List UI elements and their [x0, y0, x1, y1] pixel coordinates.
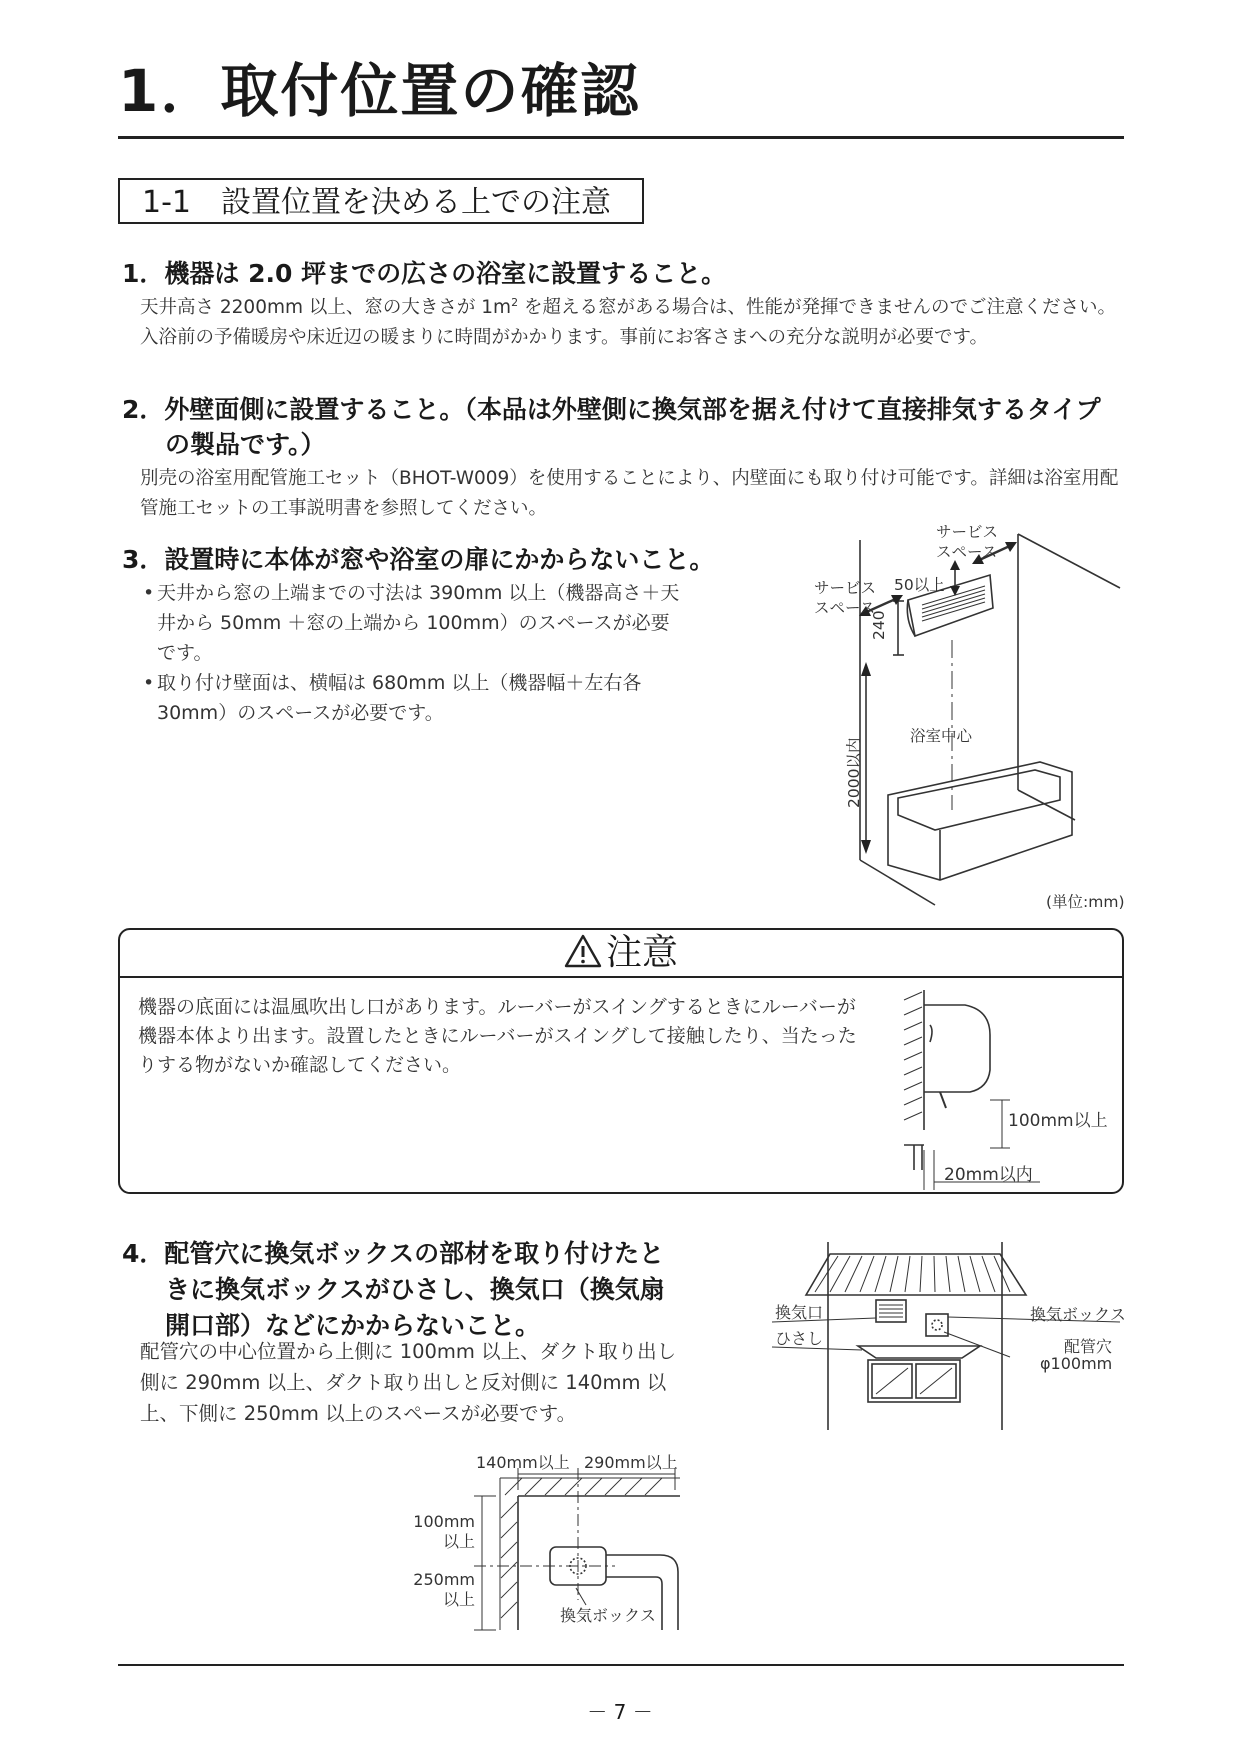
footer-rule [118, 1664, 1124, 1666]
vent-box-label: 換気ボックス [1030, 1305, 1126, 1324]
item1-body-post: を超える窓がある場合は、性能が発揮できませんのでご注意ください。入浴前の予備暖房や床近辺の暖まりに時間がかかります。事前にお客さまへの充分な説明が必要です。 [140, 297, 1116, 349]
caution-header [120, 930, 1122, 978]
dim-100-line1: 100mm [413, 1512, 475, 1531]
bullet-mark: • [143, 582, 155, 604]
item3-bullet-1 [143, 578, 685, 668]
unit-label: (単位:mm) [1046, 893, 1125, 911]
bathroom-center-label: 浴室中心 [910, 727, 973, 745]
dim-250-line1: 250mm [413, 1570, 475, 1589]
item3-bullets [143, 578, 685, 728]
section-heading: 1-1 設置位置を決める上での注意 [118, 178, 644, 224]
caution-title [120, 930, 1122, 976]
page-title: 1．取付位置の確認 [118, 57, 641, 125]
item3-heading: 3．設置時に本体が窓や浴室の扉にかからないこと。 [122, 545, 715, 574]
dim-50-label: 50以上 [894, 576, 945, 594]
service-space-top-label [936, 522, 998, 562]
plan-vent-box-label: 換気ボックス [560, 1606, 656, 1625]
item4-heading-line3: 開口部）などにかからないこと。 [165, 1311, 541, 1340]
item2-body: 別売の浴室用配管施工セット（BHOT-W009）を使用することにより、内壁面にも取り付け可能です。詳細は浴室用配管施工セットの工事説明書を参照してください。 [140, 468, 1119, 519]
caution-text: 機器の底面には温風吹出し口があります。ルーバーがスイングするときにルーバーが機器本体より出ます。設置したときにルーバーがスイングして接触したり、当たったりする物がないか確認してください。 [138, 996, 857, 1076]
caution-dim-100-label: 100mm以上 [1008, 1111, 1108, 1131]
item1-body [140, 288, 1130, 353]
item4-heading-line1: 4．配管穴に換気ボックスの部材を取り付けたと [122, 1239, 665, 1268]
dim-140-label: 140mm以上 [476, 1453, 570, 1472]
dim-290-label: 290mm以上 [584, 1453, 678, 1472]
item4-body: 配管穴の中心位置から上側に 100mm 以上、ダクト取り出し側に 290mm 以上、ダクト取り出しと反対側に 140mm 以上、下側に 250mm 以上のスペースが必要です。 [140, 1340, 677, 1425]
dim-100-line2: 以上 [442, 1532, 475, 1551]
dim-100-label [405, 1512, 475, 1552]
item1-heading: 1．機器は 2.0 坪までの広さの浴室に設置すること。 [122, 259, 727, 288]
bullet-mark: • [143, 672, 155, 694]
item4-heading [122, 1236, 665, 1344]
item2-heading-line2: の製品です。） [165, 430, 326, 459]
dim-250-line2: 以上 [442, 1590, 475, 1609]
warning-triangle-icon [564, 934, 602, 968]
service-space-left-line1: サービス [814, 579, 877, 597]
item4-heading-line2: きに換気ボックスがひさし、換気口（換気扇 [165, 1275, 665, 1304]
service-space-top-line1: サービス [936, 523, 999, 541]
bullet-text: 取り付け壁面は、横幅は 680mm 以上（機器幅＋左右各 30mm）のスペースが必要です。 [157, 672, 642, 724]
pipe-hole-label: 配管穴 [1064, 1337, 1113, 1356]
eave-label: ひさし [775, 1329, 824, 1348]
service-space-top-line2: スペース [936, 543, 998, 561]
dim-250-label [405, 1570, 475, 1610]
pipe-diameter-label: φ100mm [1040, 1354, 1113, 1373]
caution-title-text: 注意 [605, 932, 678, 973]
dim-240-label: 240 [870, 610, 888, 640]
item3-bullet-2 [143, 668, 685, 728]
caution-dim-20-label: 20mm以内 [944, 1165, 1033, 1185]
title-rule [118, 136, 1124, 139]
item1-body-pre: 天井高さ 2200mm 以上、窓の大きさが 1m [140, 297, 512, 319]
item2-heading-line1: 2．外壁面側に設置すること。（本品は外壁側に換気部を据え付けて直接排気するタイプ [122, 395, 1101, 424]
vent-outlet-label: 換気口 [775, 1303, 824, 1322]
item1-body-sup: 2 [511, 296, 519, 309]
dim-2000-label: 2000以内 [845, 737, 863, 808]
service-space-left-line2: スペース [814, 599, 876, 617]
page-number: － 7 － [587, 1700, 653, 1724]
bullet-text: 天井から窓の上端までの寸法は 390mm 以上（機器高さ＋天井から 50mm ＋窓の上端から 100mm）のスペースが必要です。 [157, 582, 680, 664]
service-space-left-label [814, 578, 876, 618]
